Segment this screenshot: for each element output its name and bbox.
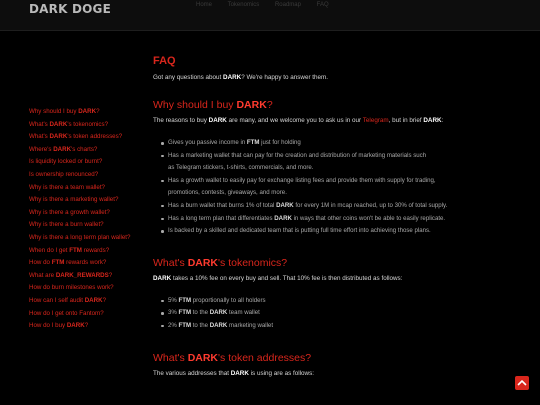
page-title: FAQ [153,55,176,67]
list-item: Is backed by a skilled and dedicated team that is putting full time effort into achieving those plans. [161,225,513,238]
sidebar-link-ownership[interactable]: Is ownership renounced? [29,170,99,178]
top-navbar [0,0,540,31]
faq-sidebar [29,106,149,333]
section-heading-why-buy: Why should I buy DARK? [153,99,273,111]
list-item: Has a growth wallet to easily pay for exchange listing fees and provide them with supply for trading, promotions, contests, giveaways, and more. [161,175,513,200]
nav-roadmap[interactable]: Roadmap [274,2,301,8]
sidebar-link-ftm-rewards-how[interactable]: How do FTM rewards work? [29,259,107,267]
nav-faq[interactable]: FAQ [316,2,329,8]
section-heading-tokenomics: What's DARK's tokenomics? [153,256,288,269]
sidebar-link-how-buy[interactable]: How do I buy DARK? [29,322,89,330]
list-item: Gives you passive income in FTM just for holding [161,137,513,150]
sidebar-link-self-audit[interactable]: How can I self audit DARK? [29,296,107,304]
tokenomics-intro: DARK takes a 10% fee on every buy and sell. That 10% fee is then distributed as follows: [153,274,403,282]
faq-content [153,55,513,378]
chevron-up-icon [515,376,529,390]
list-item: 5% FTM proportionally to all holders [161,295,513,308]
sidebar-link-charts[interactable]: Where's DARK's charts? [29,145,98,153]
nav-tokenomics[interactable]: Tokenomics [227,2,260,8]
sidebar-link-why-buy[interactable]: Why should I buy DARK? [29,108,100,115]
list-item: 2% FTM to the DARK marketing wallet [161,320,513,333]
sidebar-link-long-term-wallet[interactable]: Why is there a long term plan wallet? [29,233,131,241]
sidebar-link-fantom[interactable]: How do I get onto Fantom? [29,309,104,317]
telegram-link[interactable]: Telegram [362,117,389,124]
tokenomics-list [153,295,513,333]
nav-home[interactable]: Home [196,2,213,8]
sidebar-link-growth-wallet[interactable]: Why is there a growth wallet? [29,208,110,216]
token-addresses-intro: The various addresses that DARK is using are as follows: [153,369,315,377]
sidebar-link-team-wallet[interactable]: Why is there a team wallet? [29,183,105,191]
sidebar-link-ftm-rewards-when[interactable]: When do I get FTM rewards? [29,246,110,254]
brand-logo[interactable]: DARK DOGE [29,2,111,16]
why-buy-intro: The reasons to buy DARK are many, and we welcome you to ask us in our Telegram, but in brief DARK: [153,117,444,124]
sidebar-link-tokenomics[interactable]: What's DARK's tokenomics? [29,120,109,128]
list-item: 3% FTM to the DARK team wallet [161,307,513,320]
list-item: Has a marketing wallet that can pay for the creation and distribution of marketing materials such as Telegram stickers, t-shirts, commercials, and more. [161,150,513,175]
scroll-to-top-button[interactable] [515,376,529,390]
sidebar-link-burn-milestones[interactable]: How do burn milestones work? [29,284,114,292]
list-item: Has a burn wallet that burns 1% of total DARK for every 1M in mcap reached, up to 30% of total supply. [161,200,513,213]
faq-intro: Got any questions about DARK? We're happy to answer them. [153,74,329,81]
sidebar-link-marketing-wallet[interactable]: Why is there a marketing wallet? [29,196,119,204]
top-nav [196,2,343,8]
sidebar-link-liquidity[interactable]: Is liquidity locked or burnt? [29,158,103,166]
sidebar-link-dark-rewards[interactable]: What are DARK_REWARDS? [29,271,113,279]
section-heading-token-addresses: What's DARK's token addresses? [153,351,312,364]
list-item: Has a long term plan that differentiates DARK in ways that other coins won't be able to easily replicate. [161,213,513,226]
sidebar-link-burn-wallet[interactable]: Why is there a burn wallet? [29,221,104,229]
sidebar-link-token-addresses[interactable]: What's DARK's token addresses? [29,133,123,141]
why-buy-list [153,137,513,238]
